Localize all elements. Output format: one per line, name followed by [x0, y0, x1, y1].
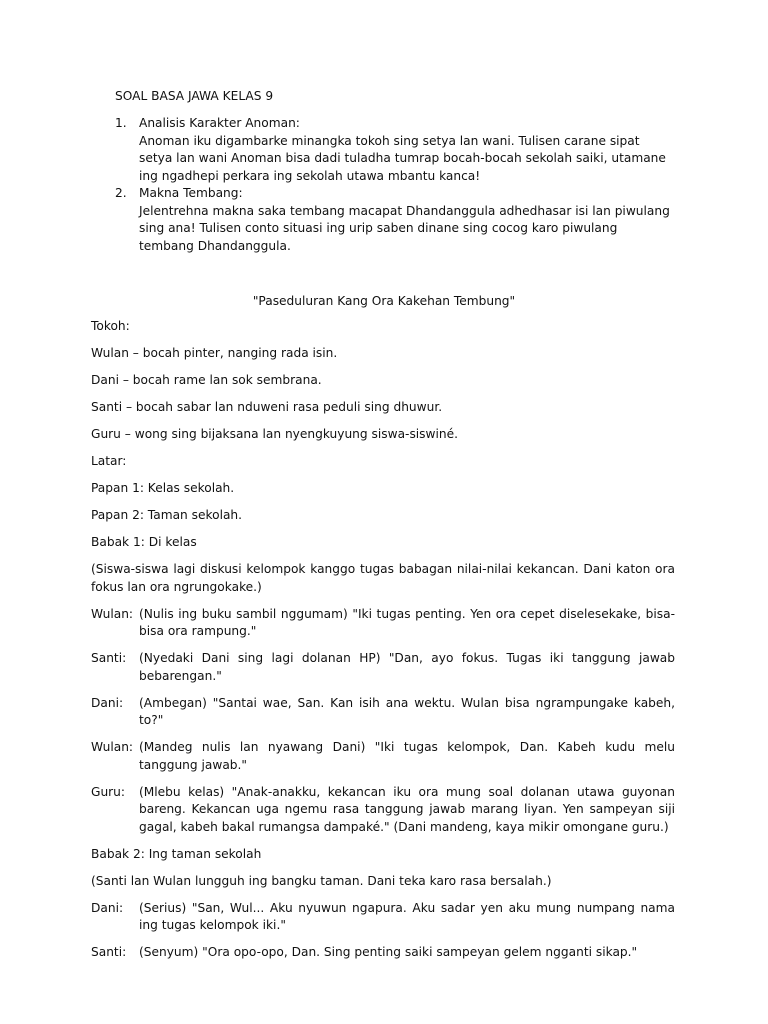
dialogue-line [91, 739, 675, 774]
question-item [115, 185, 675, 255]
dialogue-text: (Nulis ing buku sambil nggumam) "Iki tugas penting. Yen ora cepet diselesekake, bisa-bisa ora rampung." [139, 606, 675, 638]
stage-direction: (Santi lan Wulan lungguh ing bangku taman. Dani teka karo rasa bersalah.) [91, 873, 552, 888]
question-body: Jelentrehna makna saka tembang macapat Dhandanggula adhedhasar isi lan piwulang sing ana! Tulisen conto situasi ing urip saben dinane sing cocog karo piwulang tembang Dhandanggula. [139, 203, 670, 253]
speaker-name: Dani: [91, 900, 124, 915]
speaker-name: Wulan: [91, 606, 134, 621]
speaker-name: Wulan: [91, 740, 134, 754]
tokoh-label: Tokoh: [91, 319, 130, 333]
act-heading: Babak 1: Di kelas [91, 535, 197, 549]
question-list [115, 115, 675, 255]
speaker-name: Santi: [91, 945, 127, 959]
act-heading: Babak 2: Ing taman sekolah [91, 846, 262, 861]
question-item [115, 115, 675, 185]
dialogue-line [91, 650, 675, 685]
dialogue-text: (Mlebu kelas) "Anak-anakku, kekancan iku ora mung soal dolanan utawa guyonan bareng. Kekancan uga ngemu rasa tanggung jawab marang liyan. Yen sampeyan siji gagal, kabeh bakal rumangsa dampaké." (Dani mandeng, kaya mikir omongane guru.) [139, 784, 675, 834]
dialogue-text: (Mandeg nulis lan nyawang Dani) "Iki tugas kelompok, Dan. Kabeh kudu melu tanggung jawab." [139, 740, 675, 772]
question-number: 2. [115, 186, 127, 200]
document-title: SOAL BASA JAWA KELAS 9 [115, 89, 274, 103]
setting-line: Papan 1: Kelas sekolah. [91, 481, 235, 495]
question-number: 1. [115, 116, 127, 130]
question-heading: Analisis Karakter Anoman: [139, 116, 300, 130]
latar-label: Latar: [91, 454, 127, 468]
dialogue-line [91, 784, 675, 837]
stage-direction: (Siswa-siswa lagi diskusi kelompok kanggo tugas babagan nilai-nilai kekancan. Dani katon ora fokus lan ora ngrungokake.) [91, 562, 675, 594]
speaker-name: Guru: [91, 784, 126, 799]
character-line: Santi – bocah sabar lan nduweni rasa peduli sing dhuwur. [91, 400, 443, 414]
dialogue-line [91, 944, 675, 962]
dialogue-line [91, 695, 675, 730]
drama-script [91, 318, 675, 971]
speaker-name: Santi: [91, 651, 127, 665]
speaker-name: Dani: [91, 695, 124, 710]
dialogue-text: (Serius) "San, Wul... Aku nyuwun ngapura. Aku sadar yen aku mung numpang nama ing tugas kelompok iki." [139, 900, 675, 932]
setting-line: Papan 2: Taman sekolah. [91, 508, 243, 522]
question-heading: Makna Tembang: [139, 186, 243, 200]
dialogue-text: (Nyedaki Dani sing lagi dolanan HP) "Dan, ayo fokus. Tugas iki tanggung jawab bebarengan." [139, 651, 675, 683]
character-line: Wulan – bocah pinter, nanging rada isin. [91, 346, 338, 360]
character-line: Dani – bocah rame lan sok sembrana. [91, 373, 322, 387]
question-body: Anoman iku digambarke minangka tokoh sing setya lan wani. Tulisen carane sipat setya lan wani Anoman bisa dadi tuladha tumrap bocah-bocah sekolah saiki, utamane ing ngadhepi perkara ing sekolah utawa mbantu kanca! [139, 133, 666, 183]
dialogue-text: (Ambegan) "Santai wae, San. Kan isih ana wektu. Wulan bisa ngrampungake kabeh, to?" [139, 695, 675, 727]
dialogue-line [91, 900, 675, 935]
dialogue-text: (Senyum) "Ora opo-opo, Dan. Sing penting saiki sampeyan gelem ngganti sikap." [139, 945, 638, 959]
character-line: Guru – wong sing bijaksana lan nyengkuyung siswa-siswiné. [91, 427, 458, 441]
drama-title: "Paseduluran Kang Ora Kakehan Tembung" [252, 294, 516, 308]
dialogue-line [91, 606, 675, 641]
